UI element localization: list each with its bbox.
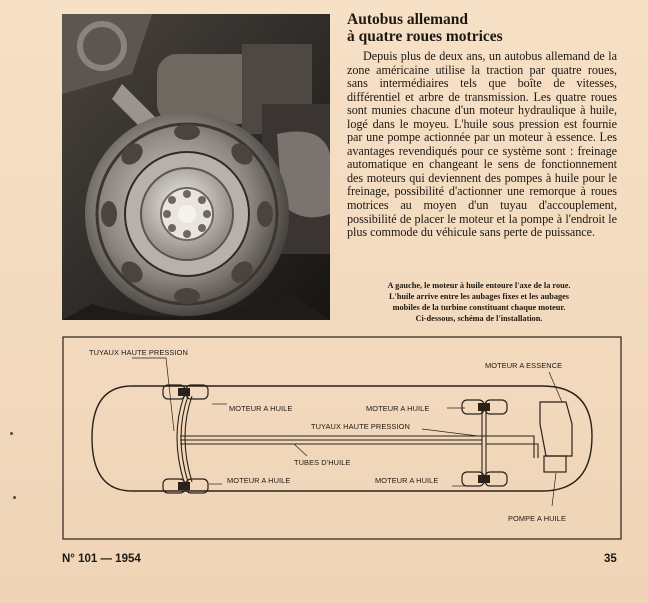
hub-motor-photo — [62, 14, 330, 320]
hub-motors — [178, 388, 490, 490]
issue-number: N° 101 — 1954 — [62, 553, 141, 565]
caption-line-2: L'huile arrive entre les aubages fixes et les aubages — [388, 292, 570, 301]
label-tuyaux-haute-pression-top: TUYAUX HAUTE PRESSION — [89, 348, 188, 357]
article-title-line-2: à quatre roues motrices — [347, 28, 503, 45]
article-body: Depuis plus de deux ans, un autobus allemand de la zone américaine utilise la traction par quatre roues, sans intermédiaires tels que boîte de vitesses, différentiel et arbre de transmission. Les quatre roues sont munies chacune d'un moteur hydraulique à huile, logé dans le moyeu. L'huile sous pression est fournie par une pompe actionnée par un moteur à essence. Les avantages revendiqués pour ce système sont : freinage automatique en changeant le sens de fonctionnement des moteurs qui deviennent des pompes à huile pour le freinage, possibilité d'actionner une remorque à roues motrices au moyen d'un tuyau d'accouplement, possibilité de placer le moteur et la pompe à l'endroit le plus commode du véhicule sans perte de puissance. — [347, 49, 617, 240]
label-moteur-a-huile-front-bottom: MOTEUR A HUILE — [227, 476, 291, 485]
article-title — [347, 11, 627, 45]
wheels — [163, 385, 507, 493]
caption-line-3: mobiles de la turbine constituant chaque moteur. — [392, 303, 566, 312]
label-moteur-a-essence: MOTEUR A ESSENCE — [485, 361, 563, 370]
photo-caption — [338, 280, 620, 324]
label-tubes-d-huile: TUBES D'HUILE — [294, 458, 351, 467]
oil-pump — [544, 456, 566, 472]
caption-line-4: Ci-dessous, schéma de l'installation. — [415, 314, 543, 323]
article-title-line-1: Autobus allemand — [347, 11, 469, 28]
hub-motor-photo-drawing — [62, 14, 330, 320]
leader-lines — [132, 358, 562, 506]
label-tuyaux-haute-pression-mid: TUYAUX HAUTE PRESSION — [311, 422, 410, 431]
caption-line-1: A gauche, le moteur à huile entoure l'axe de la roue. — [387, 281, 571, 290]
bus-outline — [92, 386, 592, 491]
label-pompe-a-huile: POMPE A HUILE — [508, 514, 566, 523]
petrol-engine — [540, 402, 572, 456]
label-moteur-a-huile-rear-bottom: MOTEUR A HUILE — [375, 476, 439, 485]
label-moteur-a-huile-rear-top: MOTEUR A HUILE — [366, 404, 430, 413]
installation-schematic — [62, 336, 622, 540]
paper-speck — [10, 432, 13, 435]
page-number: 35 — [604, 553, 617, 565]
paper-speck — [13, 496, 16, 499]
label-moteur-a-huile-front-top: MOTEUR A HUILE — [229, 404, 293, 413]
